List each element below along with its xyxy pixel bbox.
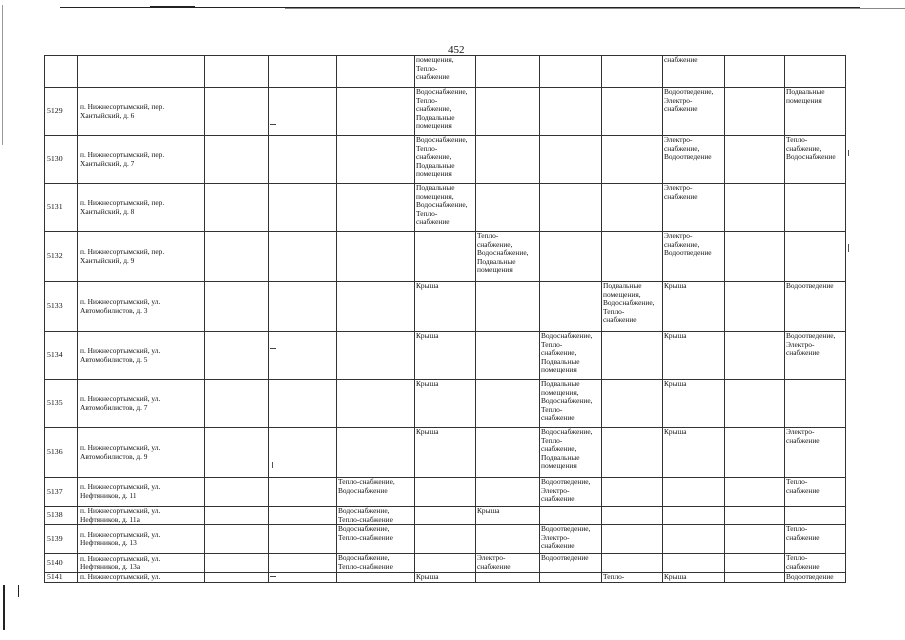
work-type-cell-c1: [205, 507, 269, 525]
work-type-cell-c4: Крыша: [415, 282, 476, 332]
work-type-cell-c1: [205, 332, 269, 380]
work-type-cell-c2: [269, 232, 337, 282]
table-row: [45, 332, 846, 380]
scan-dash-mark: [270, 576, 276, 577]
work-type-cell-c4: [415, 525, 476, 554]
work-type-cell-c7: [602, 380, 663, 428]
work-type-cell-c1: [205, 282, 269, 332]
work-type-cell-c4: [415, 478, 476, 507]
row-number-cell: 5138: [45, 507, 78, 525]
work-type-cell-c10: [785, 380, 846, 428]
work-type-cell-c2: [269, 428, 337, 478]
work-type-cell-c1: [205, 136, 269, 184]
row-number-cell: 5136: [45, 428, 78, 478]
work-type-cell-c6: [540, 136, 602, 184]
work-type-cell-c6: [540, 88, 602, 136]
work-type-cell-c10: Тепло- снабжение: [785, 478, 846, 507]
work-type-cell-c10: Водоотведение: [785, 573, 846, 583]
address-cell: п. Нижнесортымский, ул.: [78, 573, 205, 583]
work-type-cell-c1: [205, 184, 269, 232]
work-type-cell-c2: [269, 56, 337, 88]
address-cell: п. Нижнесортымский, пер. Хантыйский, д. 7: [78, 136, 205, 184]
work-type-cell-c8: Крыша: [663, 282, 725, 332]
address-cell: п. Нижнесортымский, ул. Автомобилистов, д. 7: [78, 380, 205, 428]
work-type-cell-c8: [663, 478, 725, 507]
work-type-cell-c8: [663, 554, 725, 573]
work-type-cell-c10: [785, 507, 846, 525]
work-type-cell-c2: [269, 380, 337, 428]
work-type-cell-c2: [269, 507, 337, 525]
work-type-cell-c5: [476, 573, 540, 583]
work-type-cell-c5: Электро- снабжение: [476, 554, 540, 573]
work-type-cell-c6: [540, 184, 602, 232]
row-number-cell: 5139: [45, 525, 78, 554]
work-type-cell-c3: [337, 56, 415, 88]
table-row: [45, 282, 846, 332]
address-cell: п. Нижнесортымский, ул. Нефтяников, д. 11а: [78, 507, 205, 525]
work-type-cell-c9: [725, 573, 785, 583]
address-cell: п. Нижнесортымский, пер. Хантыйский, д. 6: [78, 88, 205, 136]
work-type-cell-c10: [785, 56, 846, 88]
work-type-cell-c7: [602, 554, 663, 573]
work-type-cell-c8: [663, 507, 725, 525]
work-type-cell-c6: [540, 56, 602, 88]
work-type-cell-c10: [785, 232, 846, 282]
work-type-cell-c3: [337, 136, 415, 184]
work-type-cell-c9: [725, 554, 785, 573]
work-type-cell-c8: Электро- снабжение, Водоотведение: [663, 136, 725, 184]
work-type-cell-c9: [725, 525, 785, 554]
work-type-cell-c9: [725, 136, 785, 184]
work-type-cell-c10: Тепло- снабжение: [785, 554, 846, 573]
work-type-cell-c8: Электро- снабжение: [663, 184, 725, 232]
work-type-cell-c7: [602, 56, 663, 88]
row-number-cell: 5135: [45, 380, 78, 428]
table-row: [45, 56, 846, 88]
work-type-cell-c2: [269, 332, 337, 380]
work-type-cell-c7: [602, 428, 663, 478]
work-type-cell-c1: [205, 232, 269, 282]
work-type-cell-c2: [269, 88, 337, 136]
row-number-cell: 5130: [45, 136, 78, 184]
work-type-cell-c10: Тепло- снабжение: [785, 525, 846, 554]
work-type-cell-c9: [725, 478, 785, 507]
register-table: [44, 55, 846, 583]
work-type-cell-c3: Водоснабжение, Тепло-снабжение: [337, 554, 415, 573]
work-type-cell-c5: Крыша: [476, 507, 540, 525]
scan-left-edge: [2, 5, 3, 145]
work-type-cell-c1: [205, 56, 269, 88]
work-type-cell-c6: [540, 507, 602, 525]
address-cell: [78, 56, 205, 88]
work-type-cell-c8: [663, 525, 725, 554]
row-number-cell: [45, 56, 78, 88]
work-type-cell-c6: [540, 573, 602, 583]
work-type-cell-c7: [602, 332, 663, 380]
work-type-cell-c4: помещения, Тепло- снабжение: [415, 56, 476, 88]
work-type-cell-c4: Крыша: [415, 380, 476, 428]
scan-tick-mark: [848, 244, 849, 252]
row-number-cell: 5129: [45, 88, 78, 136]
work-type-cell-c4: Крыша: [415, 332, 476, 380]
work-type-cell-c4: Подвальные помещения, Водоснабжение, Тепло- снабжение: [415, 184, 476, 232]
table-row: [45, 88, 846, 136]
table-row: [45, 232, 846, 282]
table-row: [45, 478, 846, 507]
address-cell: п. Нижнесортымский, ул. Нефтяников, д. 13а: [78, 554, 205, 573]
work-type-cell-c9: [725, 232, 785, 282]
work-type-cell-c3: Тепло-снабжение, Водоснабжение: [337, 478, 415, 507]
row-number-cell: 5141: [45, 573, 78, 583]
scan-dash-mark: [270, 124, 276, 125]
work-type-cell-c5: [476, 525, 540, 554]
work-type-cell-c4: Крыша: [415, 428, 476, 478]
work-type-cell-c5: Тепло- снабжение, Водоснабжение, Подвальные помещения: [476, 232, 540, 282]
work-type-cell-c7: [602, 478, 663, 507]
row-number-cell: 5131: [45, 184, 78, 232]
work-type-cell-c3: [337, 232, 415, 282]
work-type-cell-c10: Электро- снабжение: [785, 428, 846, 478]
scan-dash-mark: [270, 348, 276, 349]
work-type-cell-c8: Водоотведение, Электро- снабжение: [663, 88, 725, 136]
scan-top-line-thick: [150, 6, 195, 8]
work-type-cell-c2: [269, 136, 337, 184]
table-row: [45, 554, 846, 573]
table-row: [45, 525, 846, 554]
table-row: [45, 573, 846, 583]
work-type-cell-c8: Крыша: [663, 380, 725, 428]
work-type-cell-c6: Подвальные помещения, Водоснабжение, Тепло- снабжение: [540, 380, 602, 428]
work-type-cell-c3: [337, 184, 415, 232]
work-type-cell-c5: [476, 478, 540, 507]
work-type-cell-c2: [269, 184, 337, 232]
row-number-cell: 5137: [45, 478, 78, 507]
address-cell: п. Нижнесортымский, ул. Автомобилистов, д. 9: [78, 428, 205, 478]
work-type-cell-c5: [476, 380, 540, 428]
work-type-cell-c9: [725, 184, 785, 232]
work-type-cell-c6: [540, 282, 602, 332]
work-type-cell-c3: [337, 380, 415, 428]
work-type-cell-c7: Тепло-: [602, 573, 663, 583]
table-row: [45, 507, 846, 525]
work-type-cell-c1: [205, 554, 269, 573]
work-type-cell-c6: Водоотведение, Электро- снабжение: [540, 525, 602, 554]
work-type-cell-c2: [269, 282, 337, 332]
work-type-cell-c10: Водоотведение: [785, 282, 846, 332]
table-row: [45, 428, 846, 478]
work-type-cell-c4: [415, 554, 476, 573]
address-cell: п. Нижнесортымский, ул. Автомобилистов, д. 5: [78, 332, 205, 380]
work-type-cell-c9: [725, 88, 785, 136]
work-type-cell-c4: Водоснабжение, Тепло- снабжение, Подвальные помещения: [415, 136, 476, 184]
work-type-cell-c1: [205, 478, 269, 507]
work-type-cell-c5: [476, 428, 540, 478]
work-type-cell-c3: [337, 428, 415, 478]
work-type-cell-c8: Электро- снабжение, Водоотведение: [663, 232, 725, 282]
scan-tick-mark: [272, 462, 273, 468]
work-type-cell-c2: [269, 478, 337, 507]
work-type-cell-c2: [269, 554, 337, 573]
table-row: [45, 184, 846, 232]
work-type-cell-c9: [725, 428, 785, 478]
work-type-cell-c7: [602, 184, 663, 232]
page-number: 452: [448, 44, 465, 56]
address-cell: п. Нижнесортымский, ул. Автомобилистов, д. 3: [78, 282, 205, 332]
work-type-cell-c7: Подвальные помещения, Водоснабжение, Тепло- снабжение: [602, 282, 663, 332]
work-type-cell-c3: [337, 573, 415, 583]
work-type-cell-c5: [476, 184, 540, 232]
work-type-cell-c7: [602, 525, 663, 554]
work-type-cell-c6: Водоснабжение, Тепло- снабжение, Подвальные помещения: [540, 332, 602, 380]
work-type-cell-c7: [602, 507, 663, 525]
address-cell: п. Нижнесортымский, ул. Нефтяников, д. 11: [78, 478, 205, 507]
row-number-cell: 5132: [45, 232, 78, 282]
address-cell: п. Нижнесортымский, ул. Нефтяников, д. 13: [78, 525, 205, 554]
work-type-cell-c8: Крыша: [663, 332, 725, 380]
table-row: [45, 136, 846, 184]
work-type-cell-c1: [205, 428, 269, 478]
work-type-cell-c10: Водоотведение, Электро- снабжение: [785, 332, 846, 380]
work-type-cell-c5: [476, 88, 540, 136]
work-type-cell-c7: [602, 232, 663, 282]
work-type-cell-c8: снабжение: [663, 56, 725, 88]
work-type-cell-c3: [337, 282, 415, 332]
work-type-cell-c3: Водоснабжение, Тепло-снабжение: [337, 525, 415, 554]
work-type-cell-c1: [205, 88, 269, 136]
work-type-cell-c9: [725, 56, 785, 88]
work-type-cell-c4: [415, 232, 476, 282]
work-type-cell-c4: [415, 507, 476, 525]
work-type-cell-c6: Водоотведение, Электро- снабжение: [540, 478, 602, 507]
scan-left-mark-small: [18, 585, 19, 597]
register-table-body: [45, 56, 846, 583]
work-type-cell-c4: Водоснабжение, Тепло- снабжение, Подвальные помещения: [415, 88, 476, 136]
work-type-cell-c5: [476, 282, 540, 332]
work-type-cell-c9: [725, 332, 785, 380]
work-type-cell-c10: Подвальные помещения: [785, 88, 846, 136]
work-type-cell-c6: Водоснабжение, Тепло- снабжение, Подвальные помещения: [540, 428, 602, 478]
work-type-cell-c2: [269, 525, 337, 554]
work-type-cell-c5: [476, 136, 540, 184]
table-row: [45, 380, 846, 428]
work-type-cell-c5: [476, 56, 540, 88]
work-type-cell-c1: [205, 573, 269, 583]
work-type-cell-c2: [269, 573, 337, 583]
scan-left-mark: [3, 585, 5, 630]
work-type-cell-c4: Крыша: [415, 573, 476, 583]
work-type-cell-c1: [205, 380, 269, 428]
work-type-cell-c3: [337, 88, 415, 136]
scan-tick-mark: [848, 150, 849, 156]
address-cell: п. Нижнесортымский, пер. Хантыйский, д. 9: [78, 232, 205, 282]
scan-top-line-right: [285, 8, 905, 9]
work-type-cell-c8: Крыша: [663, 428, 725, 478]
row-number-cell: 5134: [45, 332, 78, 380]
work-type-cell-c3: [337, 332, 415, 380]
work-type-cell-c6: [540, 232, 602, 282]
row-number-cell: 5140: [45, 554, 78, 573]
work-type-cell-c7: [602, 88, 663, 136]
work-type-cell-c10: [785, 184, 846, 232]
address-cell: п. Нижнесортымский, пер. Хантыйский, д. 8: [78, 184, 205, 232]
work-type-cell-c9: [725, 380, 785, 428]
work-type-cell-c9: [725, 282, 785, 332]
work-type-cell-c8: Крыша: [663, 573, 725, 583]
row-number-cell: 5133: [45, 282, 78, 332]
work-type-cell-c3: Водоснабжение, Тепло-снабжение: [337, 507, 415, 525]
work-type-cell-c6: Водоотведение: [540, 554, 602, 573]
work-type-cell-c5: [476, 332, 540, 380]
work-type-cell-c1: [205, 525, 269, 554]
work-type-cell-c10: Тепло- снабжение, Водоснабжение: [785, 136, 846, 184]
work-type-cell-c7: [602, 136, 663, 184]
work-type-cell-c9: [725, 507, 785, 525]
